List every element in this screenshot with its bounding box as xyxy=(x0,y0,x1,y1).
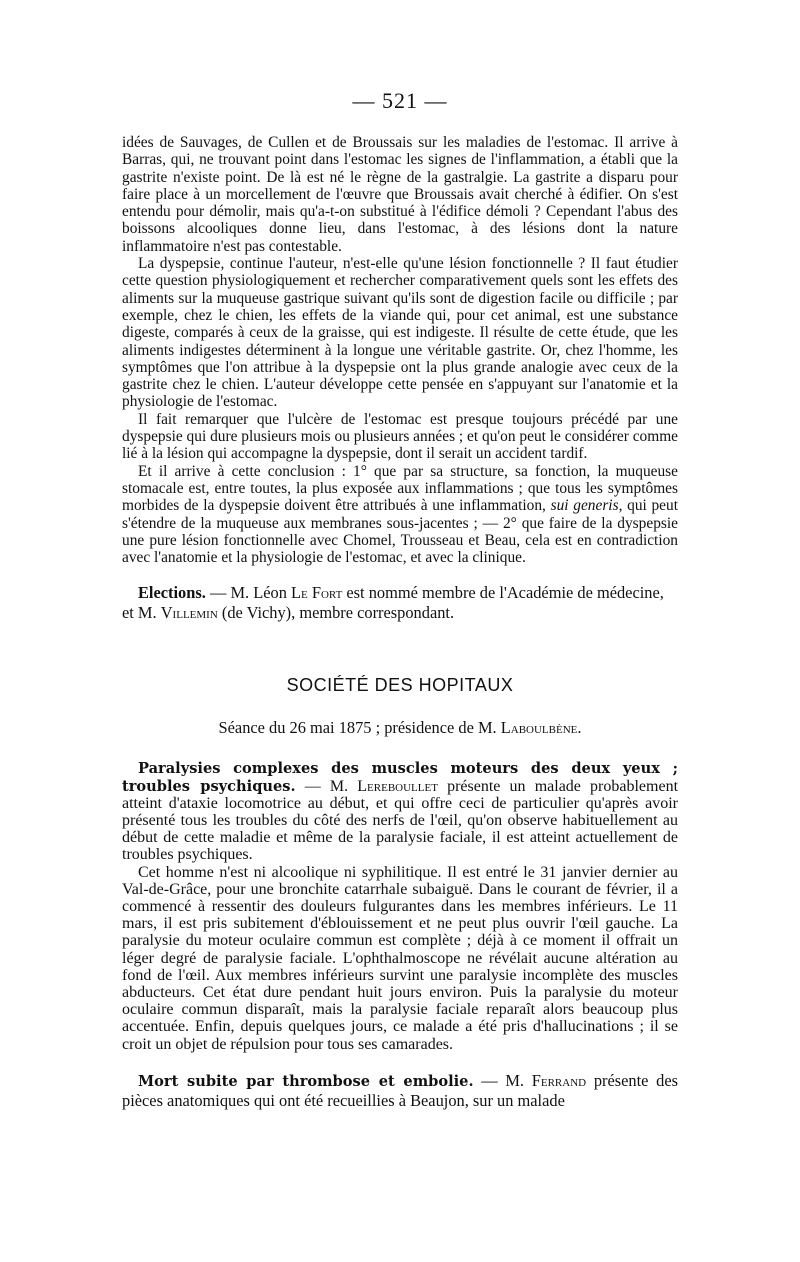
elections-text-3: (de Vichy), membre correspondant. xyxy=(221,603,455,623)
elections-text-2: est nommé membre de l'Académie de médecine, et M. xyxy=(122,583,664,623)
paragraph-2: La dyspepsie, continue l'auteur, n'est-elle qu'une lésion fonctionnelle ? Il faut étudier cette question physiologiquement et rechercher comparativement quels sont les effets des aliments sur la muqueuse gastrique suivant qu'ils sont de digestion facile ou difficile ; par exemple, chez le chien, les effets de la viande qui, pour cet animal, est une substance digeste, comparés à ceux de la graisse, qui est indigeste. Il résulte de cette étude, que les aliments indigestes déterminent à la longue une véritable gastrite. Or, chez l'homme, les symptômes que l'on attribue à la dyspepsie ont la plus grande analogie avec ceux de la gastrite chez le chien. L'auteur développe cette pensée en s'appuyant sur l'anatomie et la physiologie de l'estomac. xyxy=(122,255,678,411)
paralysies-report xyxy=(122,760,678,1052)
paralysies-heading: Paralysies complexes des muscles moteurs des deux yeux ; troubles psychiques. xyxy=(122,760,678,795)
session-president: Laboulbène. xyxy=(500,718,582,738)
session-text: Séance du 26 mai 1875 ; présidence de M. xyxy=(218,718,497,738)
section-title: SOCIÉTÉ DES HOPITAUX xyxy=(286,675,514,696)
paralysies-author: Lereboullet xyxy=(357,777,438,795)
mort-heading: Mort subite par thrombose et embolie. xyxy=(138,1072,474,1090)
document-page xyxy=(122,0,678,1111)
elections-heading: Elections. xyxy=(138,583,206,603)
mort-intro: — M. xyxy=(481,1070,525,1090)
paragraph-4-italic: sui generis, xyxy=(550,497,623,515)
session-line xyxy=(122,718,678,738)
paralysies-text-2: Cet homme n'est ni alcoolique ni syphilitique. Il est entré le 31 janvier dernier au Val-de-Grâce, pour une bronchite catarrhale subaiguë. Dans le courant de février, il a commencé à ressentir des douleurs fulgurantes dans les membres inférieurs. Le 11 mars, il est pris subitement d'éblouissement et ne peut plus ouvrir l'œil gauche. La paralysie du moteur oculaire commun est complète ; déjà à ce moment il offrait un léger degré de paralysie faciale. L'ophthalmoscope ne révélait aucune altération au fond de l'œil. Aux membres inférieurs survint une paralysie incomplète des muscles abducteurs. Cet état dure pendant huit jours environ. Puis la paralysie du moteur oculaire commun disparaît, mais la paralysie faciale reparaît alors beaucoup plus accentuée. Enfin, depuis quelques jours, ce malade a été pris d'hallucinations ; il se croit un objet de répulsion pour tous ses camarades. xyxy=(122,863,678,1053)
paragraph-4-text-b: qui peut s'étendre de la muqueuse aux membranes sous-jacentes ; — 2° que faire de la dyspepsie une pure lésion fonctionnelle avec Chomel, Trousseau et Beau, cela est en contradiction avec l'anatomie et la physiologie de l'estomac, et avec la clinique. xyxy=(122,497,678,567)
mort-text: présente des pièces anatomiques qui ont été recueillies à Beaujon, sur un malade xyxy=(122,1070,678,1111)
elections-name-2: Villemin xyxy=(160,603,218,623)
elections-notice xyxy=(122,583,678,623)
mort-author: Ferrand xyxy=(531,1070,587,1090)
article-body xyxy=(122,134,678,566)
paralysies-intro: — M. xyxy=(304,777,349,795)
mort-subite-report xyxy=(122,1071,678,1111)
paragraph-4-text-a: Et il arrive à cette conclusion : 1° que par sa structure, sa fonction, la muqueuse stomacale est, entre toutes, la plus exposée aux inflammations ; que tous les symptômes morbides de la dyspepsie doivent être attribués à une inflammation, xyxy=(122,462,678,515)
paragraph-3: Il fait remarquer que l'ulcère de l'estomac est presque toujours précédé par une dyspepsie qui dure plusieurs mois ou plusieurs années ; et qu'on peut le considérer comme lié à la lésion qui accompagne la dyspepsie, dont il serait un accident tardif. xyxy=(122,410,678,463)
paralysies-text-1: présente un malade probablement atteint d'ataxie locomotrice au début, et qui offre ceci de particulier qu'après avoir présenté tous les troubles du côté des nerfs de l'œil, qu'on observe habituellement au début de cette maladie et même de la paralysie faciale, il est atteint actuellement de troubles psychiques. xyxy=(122,777,679,864)
elections-text-1: — M. Léon xyxy=(209,583,287,603)
page-number: — 521 — xyxy=(352,88,448,113)
paragraph-4 xyxy=(122,463,678,567)
elections-name-1: Le Fort xyxy=(291,583,343,603)
paragraph-1: idées de Sauvages, de Cullen et de Broussais sur les maladies de l'estomac. Il arrive à Barras, qui, ne trouvant point dans l'estomac les signes de l'inflammation, a établi que la gastrite n'existe point. De là est né le règne de la gastralgie. La gastrite a disparu pour faire place à un morcellement de l'œuvre que Broussais avait cherché à édifier. On s'est entendu pour démolir, mais qu'a-t-on substitué à l'édifice démoli ? Cependant l'abus des boissons alcooliques donne lieu, dans l'estomac, à des lésions dont la nature inflammatoire n'est pas contestable. xyxy=(122,134,678,255)
